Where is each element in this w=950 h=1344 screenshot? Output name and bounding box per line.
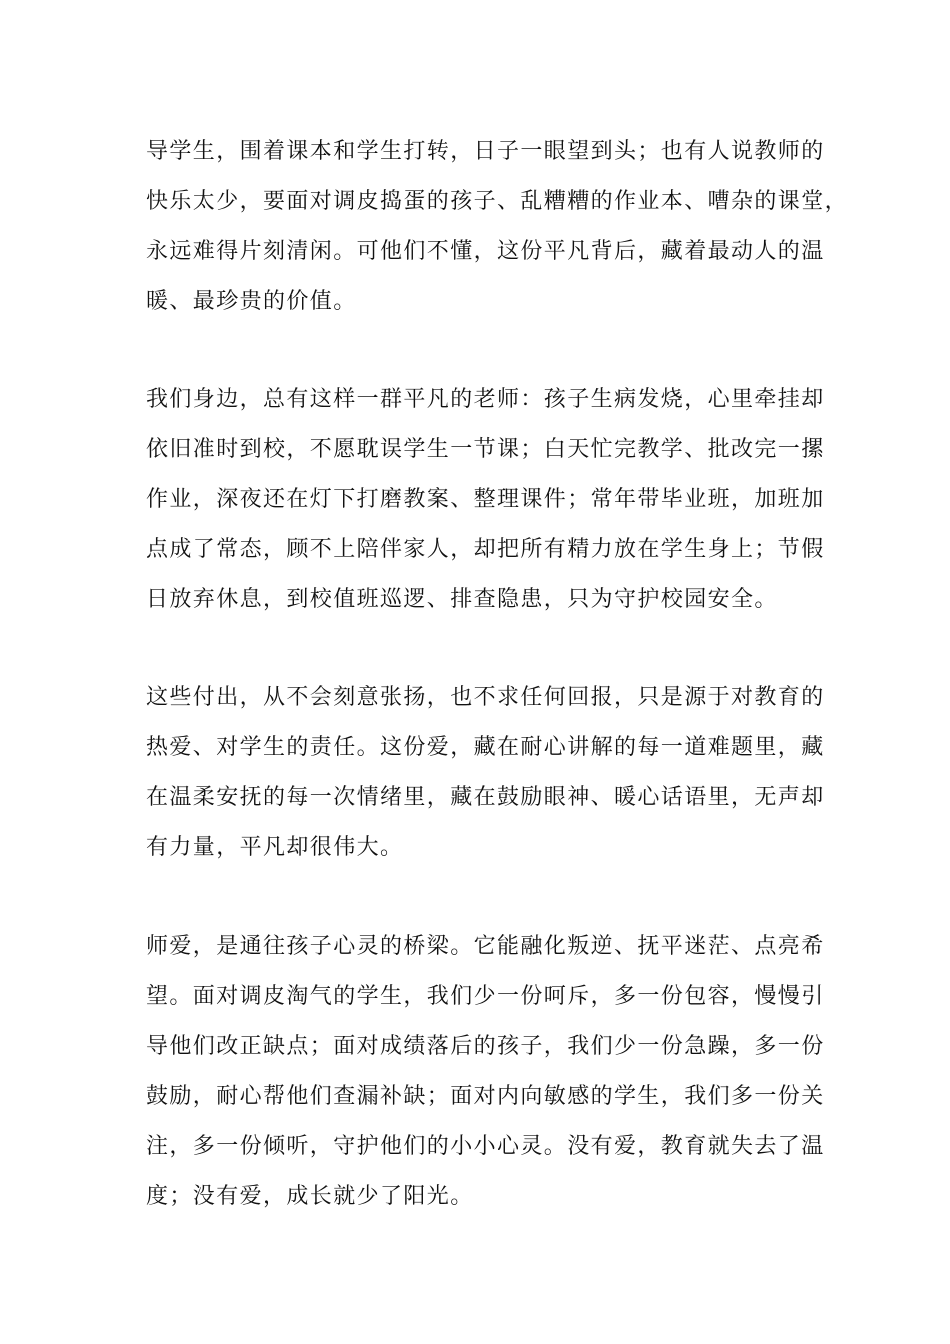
paragraph-line: 永远难得片刻清闲。可他们不懂，这份平凡背后，藏着最动人的温 (146, 239, 825, 264)
paragraph-line: 快乐太少，要面对调皮捣蛋的孩子、乱糟糟的作业本、嘈杂的课堂， (146, 189, 849, 214)
paragraph-2 (146, 375, 836, 625)
paragraph-line: 暖、最珍贵的价值。 (146, 289, 357, 314)
paragraph-line: 这些付出，从不会刻意张扬，也不求任何回报，只是源于对教育的 (146, 685, 825, 710)
paragraph-line: 注，多一份倾听，守护他们的小小心灵。没有爱，教育就失去了温 (146, 1134, 825, 1159)
paragraph-1 (146, 127, 849, 327)
paragraph-line: 有力量，平凡却很伟大。 (146, 835, 404, 860)
paragraph-line: 师爱，是通往孩子心灵的桥梁。它能融化叛逆、抚平迷茫、点亮希 (146, 934, 825, 959)
paragraph-line: 在温柔安抚的每一次情绪里，藏在鼓励眼神、暖心话语里，无声却 (146, 785, 825, 810)
paragraph-line: 热爱、对学生的责任。这份爱，藏在耐心讲解的每一道难题里，藏 (146, 735, 825, 760)
paragraph-3 (146, 673, 836, 873)
paragraph-line: 鼓励，耐心帮他们查漏补缺；面对内向敏感的学生，我们多一份关 (146, 1084, 825, 1109)
paragraph-line: 点成了常态，顾不上陪伴家人，却把所有精力放在学生身上；节假 (146, 537, 825, 562)
paragraph-line: 望。面对调皮淘气的学生，我们少一份呵斥，多一份包容，慢慢引 (146, 984, 825, 1009)
paragraph-line: 日放弃休息，到校值班巡逻、排查隐患，只为守护校园安全。 (146, 587, 778, 612)
paragraph-line: 导学生，围着课本和学生打转，日子一眼望到头；也有人说教师的 (146, 139, 825, 164)
paragraph-line: 度；没有爱，成长就少了阳光。 (146, 1184, 474, 1209)
paragraph-line: 我们身边，总有这样一群平凡的老师：孩子生病发烧，心里牵挂却 (146, 387, 825, 412)
paragraph-line: 导他们改正缺点；面对成绩落后的孩子，我们少一份急躁，多一份 (146, 1034, 825, 1059)
paragraph-line: 依旧准时到校，不愿耽误学生一节课；白天忙完教学、批改完一摞 (146, 437, 825, 462)
paragraph-line: 作业，深夜还在灯下打磨教案、整理课件；常年带毕业班，加班加 (146, 487, 825, 512)
paragraph-4 (146, 922, 836, 1222)
